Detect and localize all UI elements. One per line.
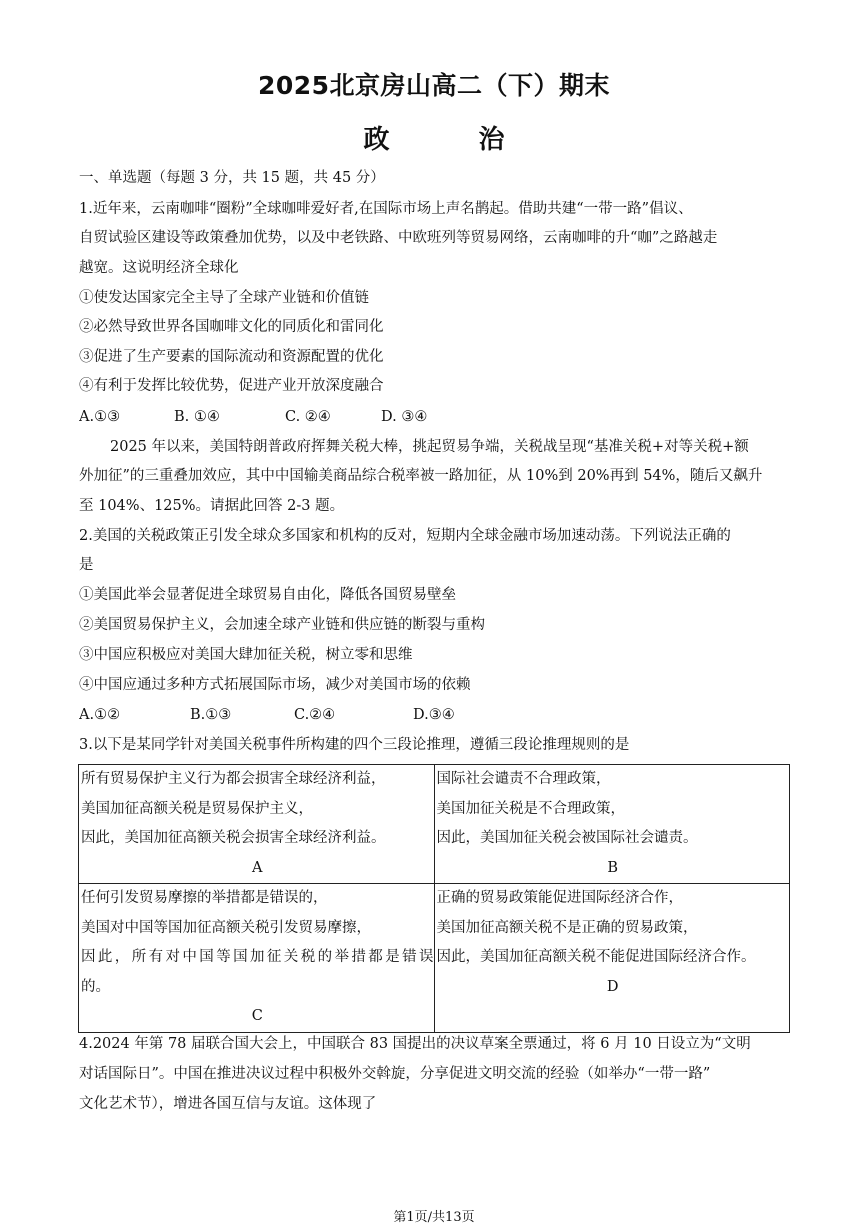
q3-cell-line: 正确的贸易政策能促进国际经济合作，	[436, 890, 683, 906]
q4-stem-line: 文化艺术节），增进各国互信与友谊。这体现了	[79, 1096, 377, 1112]
q3-cell-line: 因此，美国加征关税会被国际社会谴责。	[436, 830, 698, 846]
q1-stem-line: 越宽。这说明经济全球化	[79, 260, 239, 276]
q3-syllogism-table	[78, 764, 790, 1033]
q4-stem-line: 4.2024 年第 78 届联合国大会上，中国联合 83 国提出的决议草案全票通过，将 6 月 10 日设立为“文明	[79, 1036, 751, 1052]
q3-cell-label: D	[606, 978, 619, 995]
q2-item: ①美国此举会显著促进全球贸易自由化，降低各国贸易壁垒	[79, 587, 456, 603]
q3-cell-line: 美国加征关税是不合理政策，	[436, 800, 625, 817]
q1-stem-line: 1.近年来，云南咖啡“圈粉”全球咖啡爱好者,在国际市场上声名鹊起。借助共建“一带一路”倡议、	[79, 201, 693, 217]
q3-cell-line: 美国加征高额关税不是正确的贸易政策，	[436, 919, 698, 936]
q3-cell-line: 美国加征高额关税是贸易保护主义，	[81, 800, 313, 817]
q3-cell-label: C	[251, 1008, 263, 1024]
q3-cell-line: 美国对中国等国加征高额关税引发贸易摩擦，	[81, 919, 371, 936]
q2-option-c: C.②④	[294, 707, 336, 723]
q1-stem-line: 自贸试验区建设等政策叠加优势，以及中老铁路、中欧班列等贸易网络，云南咖啡的升“咖”之路越走	[79, 230, 718, 246]
q3-cell-line: 因此，美国加征高额关税会损害全球经济利益。	[81, 830, 386, 846]
q3-cell-label: B	[607, 859, 619, 876]
q1-item: ②必然导致世界各国咖啡文化的同质化和雷同化	[79, 319, 384, 335]
q1-option-c: C. ②④	[285, 409, 331, 425]
q1-option-b: B. ①④	[174, 409, 220, 425]
q1-item: ④有利于发挥比较优势，促进产业开放深度融合	[79, 378, 384, 394]
q1-item: ③促进了生产要素的国际流动和资源配置的优化	[79, 349, 384, 365]
q3-stem: 3.以下是某同学针对美国关税事件所构建的四个三段论推理，遵循三段论推理规则的是	[79, 737, 630, 753]
q2-option-d: D.③④	[413, 707, 455, 723]
q1-option-d: D. ③④	[381, 409, 428, 425]
q1-item: ①使发达国家完全主导了全球产业链和价值链	[79, 290, 369, 306]
q2-stem-line: 2.美国的关税政策正引发全球众多国家和机构的反对，短期内全球金融市场加速动荡。下列说法正确的	[79, 528, 731, 544]
q3-cell-line: 因此，美国加征高额关税不能促进国际经济合作。	[436, 949, 756, 965]
q3-cell-label: A	[252, 859, 263, 876]
q2-item: ③中国应积极应对美国大肆加征关税，树立零和思维	[79, 647, 413, 663]
passage-line: 外加征”的三重叠加效应，其中中国输美商品综合税率被一路加征，从 10%到 20%再到 54%，随后又飙升	[79, 468, 763, 484]
q4-stem-line: 对话国际日”。中国在推进决议过程中积极外交斡旋，分享促进文明交流的经验（如举办“一带一路”	[79, 1066, 711, 1082]
q3-cell-line: 的。	[81, 978, 110, 995]
q2-item: ②美国贸易保护主义，会加速全球产业链和供应链的断裂与重构	[79, 617, 485, 633]
q1-options	[79, 407, 791, 427]
passage-line: 2025 年以来，美国特朗普政府挥舞关税大棒，挑起贸易争端，关税战呈现“基准关税+对等关税+额	[110, 439, 749, 455]
q2-option-b: B.①③	[190, 707, 232, 723]
q3-cell-line: 国际社会谴责不合理政策，	[436, 771, 611, 787]
q3-cell-line: 因此，所有对中国等国加征关税的举措都是错误	[81, 949, 434, 965]
q3-cell-a	[79, 765, 435, 884]
q2-item: ④中国应通过多种方式拓展国际市场，减少对美国市场的依赖	[79, 677, 471, 693]
page-number: 第1页/共13页	[393, 1210, 475, 1225]
section-heading: 一、单选题（每题 3 分，共 15 题，共 45 分）	[79, 170, 385, 186]
q2-options	[79, 705, 791, 725]
q3-cell-c	[79, 884, 435, 1033]
subject-title: 政 治	[363, 125, 545, 155]
q3-cell-d	[434, 884, 790, 1033]
passage-line: 至 104%、125%。请据此回答 2-3 题。	[79, 498, 345, 514]
q2-stem-line: 是	[79, 557, 94, 573]
q3-cell-b	[434, 765, 790, 884]
q1-option-a: A.①③	[79, 409, 121, 425]
page-title: 2025北京房山高二（下）期末	[257, 71, 611, 100]
q2-option-a: A.①②	[79, 707, 121, 723]
q3-cell-line: 任何引发贸易摩擦的举措都是错误的，	[81, 890, 328, 906]
q3-cell-line: 所有贸易保护主义行为都会损害全球经济利益，	[81, 771, 386, 787]
